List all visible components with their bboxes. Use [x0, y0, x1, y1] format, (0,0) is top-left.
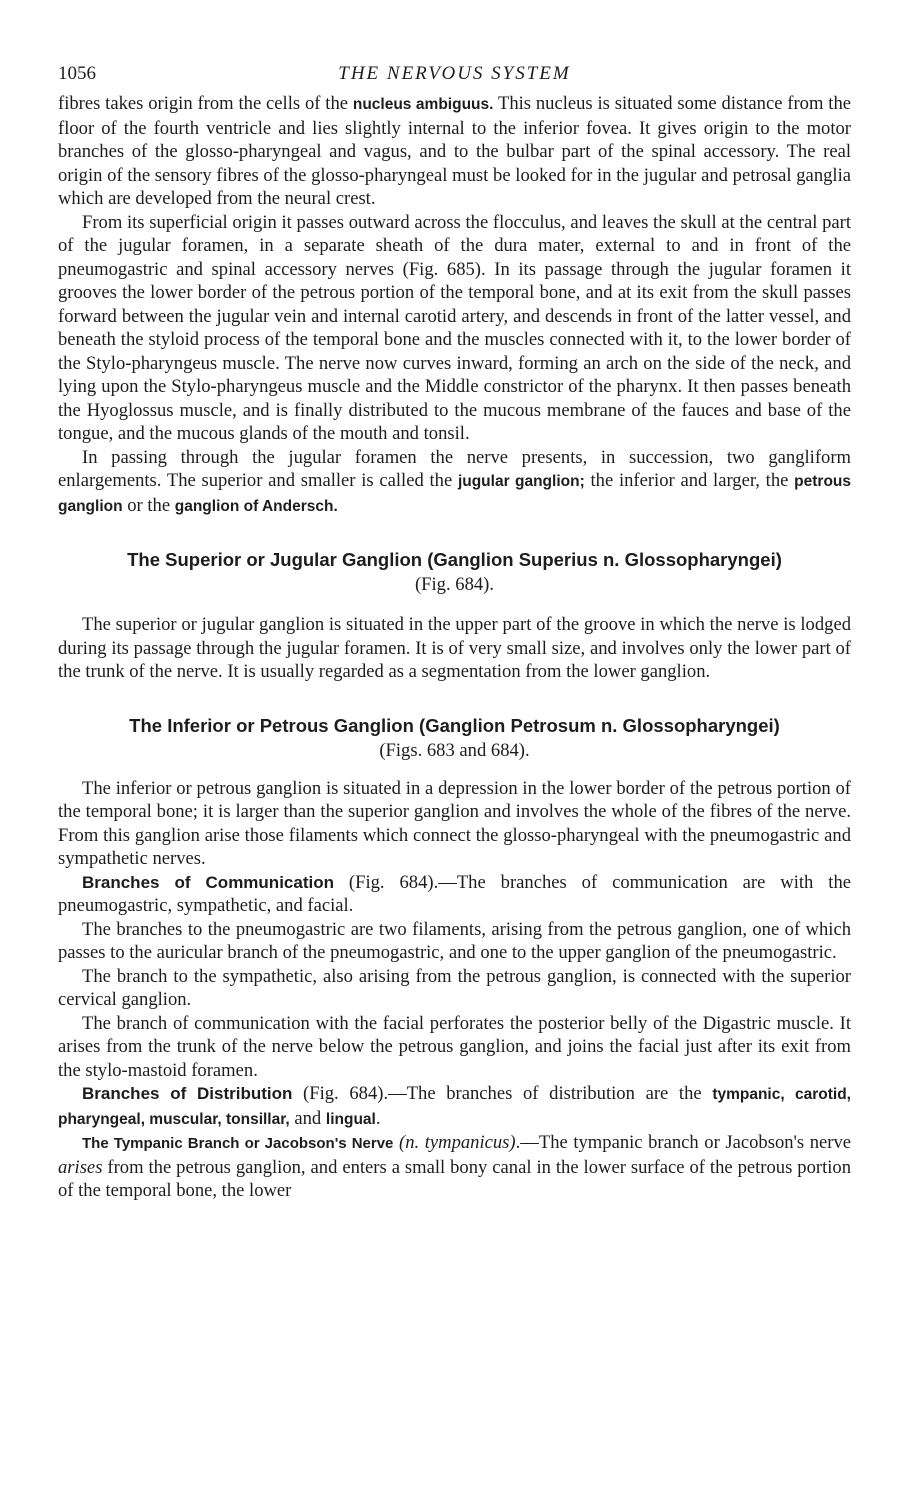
bold-term: tympanic, carotid, pharyngeal, muscular, tonsillar,: [58, 1086, 851, 1128]
paragraph-inferior-ganglion: The inferior or petrous ganglion is situated in a depression in the lower border of the petrous portion of the temporal bone; it is larger than the superior ganglion and involves the whole of the fibres of the nerve. From this ganglion arise those filaments which connect the glosso-pharyngeal with the pneumogastric and sympathetic nerves.: [58, 777, 851, 869]
heading-title: The Inferior or Petrous Ganglion (Ganglion Petrosum n. Glossopharyngei): [129, 714, 780, 736]
text-span: fibres takes origin from the cells of the: [58, 93, 353, 114]
heading-figure-ref: (Fig. 684).: [414, 574, 495, 595]
text-span: .—The tympanic branch or Jacobson's nerve: [515, 1132, 851, 1153]
heading-figure-ref: (Figs. 683 and 684).: [379, 739, 530, 761]
paragraph-branches-distribution: [58, 1082, 851, 1131]
bold-term: ganglion of Andersch.: [174, 497, 338, 515]
text-span: This nucleus is situated some distance from the floor of the fourth ventricle and lies slightly internal to the inferior fovea. It gives origin to the motor branches of the glosso-pharyngeal and vagus, and to the bulbar part of the spinal accessory. The real origin of the sensory fibres of the glosso-pharyngeal must be looked for in the jugular and petrosal ganglia which are developed from the neural crest.: [58, 93, 852, 209]
subheading-communication: Branches of Communication: [82, 872, 334, 892]
page: [58, 62, 851, 1203]
heading-title: The Superior or Jugular Ganglion (Ganglion Superius n. Glossopharyngei): [127, 549, 782, 570]
text-span: (Fig. 684).—The branches of distribution are the: [292, 1083, 713, 1104]
text-span: In passing through the jugular foramen the nerve presents, in succession, two gangliform enlargements. The superior and smaller is called the: [58, 446, 851, 491]
paragraph-nucleus-ambiguus: [58, 92, 851, 211]
bold-term: petrous ganglion: [58, 473, 851, 515]
paragraph-branches-communication: [58, 871, 851, 918]
running-title: THE NERVOUS SYSTEM: [338, 63, 571, 84]
text-span: (Fig. 684).—The branches of communication are with the pneumogastric, sympathetic, and facial.: [58, 871, 851, 916]
paragraph-superior-ganglion: The superior or jugular ganglion is situated in the upper part of the groove in which the nerve is lodged during its passage through the jugular foramen. It is of very small size, and involves only the lower part of the trunk of the nerve. It is usually regarded as a segmentation from the lower ganglion.: [58, 614, 851, 682]
text-span: the inferior and larger, the: [584, 470, 795, 491]
paragraph-course: From its superficial origin it passes outward across the flocculus, and leaves the skull at the central part of the jugular foramen, in a separate sheath of the dura mater, external to and in front of the pneumogastric and spinal accessory nerves (Fig. 685). In its passage through the jugular foramen it grooves the lower border of the petrous portion of the temporal bone, and at its exit from the skull passes forward between the jugular vein and internal carotid artery, and descends in front of the latter vessel, and beneath the styloid process of the temporal bone and the muscles connected with it, to the lower border of the Stylo-pharyngeus muscle. The nerve now curves inward, forming an arch on the side of the neck, and lying upon the Stylo-pharyngeus muscle and the Middle constrictor of the pharynx. It then passes beneath the Hyoglossus muscle, and is finally distributed to the mucous membrane of the fauces and base of the tongue, and the mucous glands of the mouth and tonsil.: [58, 211, 851, 444]
running-head: [58, 62, 851, 92]
text-span: .: [375, 1107, 381, 1129]
bold-term: nucleus ambiguus.: [352, 96, 494, 113]
latin-term: (n. tympanicus): [399, 1132, 516, 1153]
text-span: from the petrous ganglion, and enters a small bony canal in the lower surface of the petrous portion of the temporal bone, the lower: [58, 1156, 851, 1201]
paragraph-ganglia: [58, 446, 851, 519]
paragraph-pneumogastric-branches: The branches to the pneumogastric are two filaments, arising from the petrous ganglion, one of which passes to the auricular branch of the pneumogastric, and one to the upper ganglion of the pneumogastric.: [58, 918, 851, 963]
text-span: or the: [122, 494, 175, 516]
paragraph-tympanic-branch: [58, 1131, 851, 1203]
subheading-distribution: Branches of Distribution: [82, 1084, 293, 1103]
page-number: 1056: [58, 63, 96, 84]
section-heading-superior-ganglion: [58, 548, 851, 597]
section-heading-inferior-ganglion: [58, 714, 851, 763]
italic-term: arises: [58, 1156, 103, 1178]
bold-term: jugular ganglion;: [457, 473, 585, 490]
paragraph-sympathetic-branch: The branch to the sympathetic, also arising from the petrous ganglion, is connected with the superior cervical ganglion.: [58, 965, 851, 1010]
paragraph-facial-branch: The branch of communication with the facial perforates the posterior belly of the Digastric muscle. It arises from the trunk of the nerve below the petrous ganglion, and joins the facial just after its exit from the stylo-mastoid foramen.: [58, 1012, 851, 1081]
bold-term: lingual: [325, 1110, 376, 1128]
text-span: and: [289, 1107, 326, 1129]
subheading-tympanic: The Tympanic Branch or Jacobson's Nerve: [82, 1135, 394, 1152]
